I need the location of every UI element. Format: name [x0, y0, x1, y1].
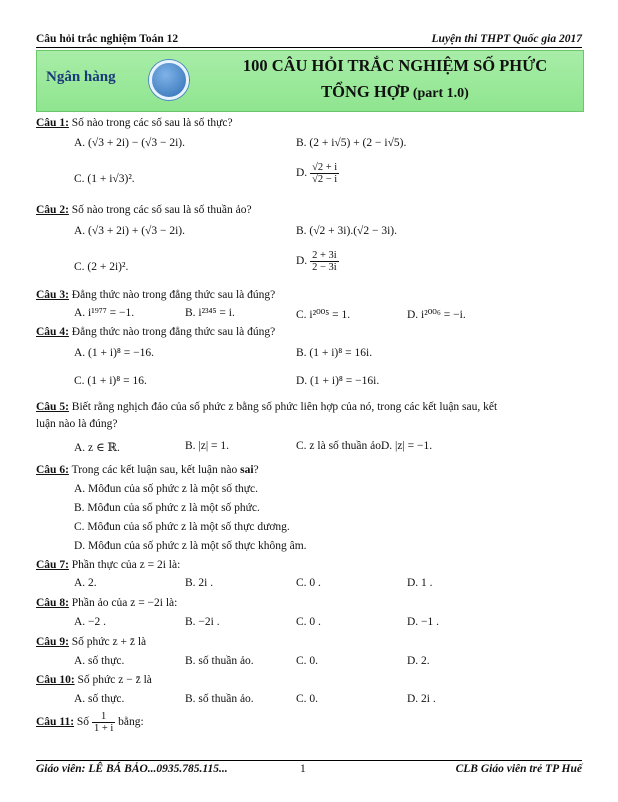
- q10-option-c: C. 0.: [296, 693, 319, 705]
- question-9: Câu 9: Số phức z + z̄ là: [36, 636, 147, 648]
- q9-option-b: B. số thuần ảo.: [185, 655, 254, 667]
- question-5-line-2: luận nào là đúng?: [36, 418, 118, 430]
- header-left: Câu hỏi trắc nghiệm Toán 12: [36, 33, 179, 45]
- q8-option-c: C. 0 .: [296, 616, 321, 628]
- q8-option-b: B. −2i .: [185, 616, 220, 628]
- question-3: Câu 3: Đẳng thức nào trong đẳng thức sau là đúng?: [36, 289, 276, 301]
- question-8: Câu 8: Phần ảo của z = −2i là:: [36, 597, 178, 609]
- q3-option-a: A. i¹⁹⁷⁷ = −1.: [74, 307, 135, 319]
- q6-option-c: C. Môđun của số phức z là một số thực dương.: [74, 521, 290, 533]
- question-10: Câu 10: Số phức z − z̄ là: [36, 674, 152, 686]
- q4-option-b: B. (1 + i)⁸ = 16i.: [296, 347, 373, 359]
- q1-option-b: B. (2 + i√5) + (2 − i√5).: [296, 137, 407, 149]
- q3-option-c: C. i²⁰⁰⁵ = 1.: [296, 309, 351, 321]
- bank-label: Ngân hàng: [46, 69, 116, 85]
- q2-option-d: D. $\frac{2 + 3i}{2 - 3i}$: [296, 250, 337, 273]
- q2-option-a: A. (√3 + 2i) + (√3 − 2i).: [74, 225, 185, 237]
- q5-option-c: C. z là số thuần ảo.: [296, 440, 384, 452]
- question-1: Câu 1: Số nào trong các số sau là số thực?: [36, 117, 233, 129]
- question-2: Câu 2: Số nào trong các số sau là số thuần ảo?: [36, 204, 252, 216]
- question-7: Câu 7: Phần thực của z = 2i là:: [36, 559, 181, 571]
- q2-option-c: C. (2 + 2i)².: [74, 261, 129, 273]
- q8-option-a: A. −2 .: [74, 616, 107, 628]
- q7-option-c: C. 0 .: [296, 577, 321, 589]
- title-banner: [36, 50, 584, 112]
- q10-option-a: A. số thực.: [74, 693, 125, 705]
- question-5: Câu 5: Biết rằng nghịch đảo của số phức z bằng số phức liên hợp của nó, trong các kết luận sau, kết: [36, 401, 498, 413]
- q1-option-a: A. (√3 + 2i) − (√3 − 2i).: [74, 137, 185, 149]
- q3-option-b: B. i²³⁴⁵ = i.: [185, 307, 235, 319]
- q5-option-a: A. z ∈ ℝ.: [74, 442, 120, 454]
- q5-option-b: B. |z| = 1.: [185, 440, 229, 452]
- q9-option-d: D. 2.: [407, 655, 430, 667]
- q7-option-b: B. 2i .: [185, 577, 214, 589]
- footer-club: CLB Giáo viên trẻ TP Huế: [455, 763, 582, 775]
- question-6: Câu 6: Trong các kết luận sau, kết luận nào sai?: [36, 464, 259, 476]
- q5-option-d: D. |z| = −1.: [381, 440, 433, 452]
- q9-option-c: C. 0.: [296, 655, 319, 667]
- page-header: [36, 33, 582, 48]
- footer-teacher: Giáo viên: LÊ BÁ BẢO...0935.785.115...: [36, 763, 228, 775]
- q9-option-a: A. số thực.: [74, 655, 125, 667]
- title-line-1: 100 CÂU HỎI TRẮC NGHIỆM SỐ PHỨC: [242, 56, 548, 75]
- title-line-2: TỔNG HỢP (part 1.0): [321, 82, 469, 101]
- q10-option-b: B. số thuần ảo.: [185, 693, 254, 705]
- q10-option-d: D. 2i .: [407, 693, 436, 705]
- q1-option-c: C. (1 + i√3)².: [74, 173, 135, 185]
- q4-option-a: A. (1 + i)⁸ = −16.: [74, 347, 155, 359]
- q7-option-a: A. 2.: [74, 577, 97, 589]
- q3-option-d: D. i²⁰⁰⁶ = −i.: [407, 309, 466, 321]
- circle-icon: [149, 60, 189, 100]
- q6-option-b: B. Môđun của số phức z là một số phức.: [74, 502, 260, 514]
- header-right: Luyện thi THPT Quốc gia 2017: [431, 33, 582, 45]
- page-number: 1: [300, 763, 306, 775]
- question-11: Câu 11: Số $\frac{1}{1 + i}$ bằng:: [36, 711, 144, 734]
- q7-option-d: D. 1 .: [407, 577, 433, 589]
- q4-option-d: D. (1 + i)⁸ = −16i.: [296, 375, 380, 387]
- q1-option-d: D. $\frac{√2 + i}{√2 - i}$: [296, 162, 338, 185]
- q2-option-b: B. (√2 + 3i).(√2 − 3i).: [296, 225, 397, 237]
- q4-option-c: C. (1 + i)⁸ = 16.: [74, 375, 147, 387]
- q6-option-d: D. Môđun của số phức z là một số thực không âm.: [74, 540, 307, 552]
- q6-option-a: A. Môđun của số phức z là một số thực.: [74, 483, 258, 495]
- page-footer: [36, 760, 582, 776]
- question-4: Câu 4: Đẳng thức nào trong đẳng thức sau là đúng?: [36, 326, 276, 338]
- q8-option-d: D. −1 .: [407, 616, 440, 628]
